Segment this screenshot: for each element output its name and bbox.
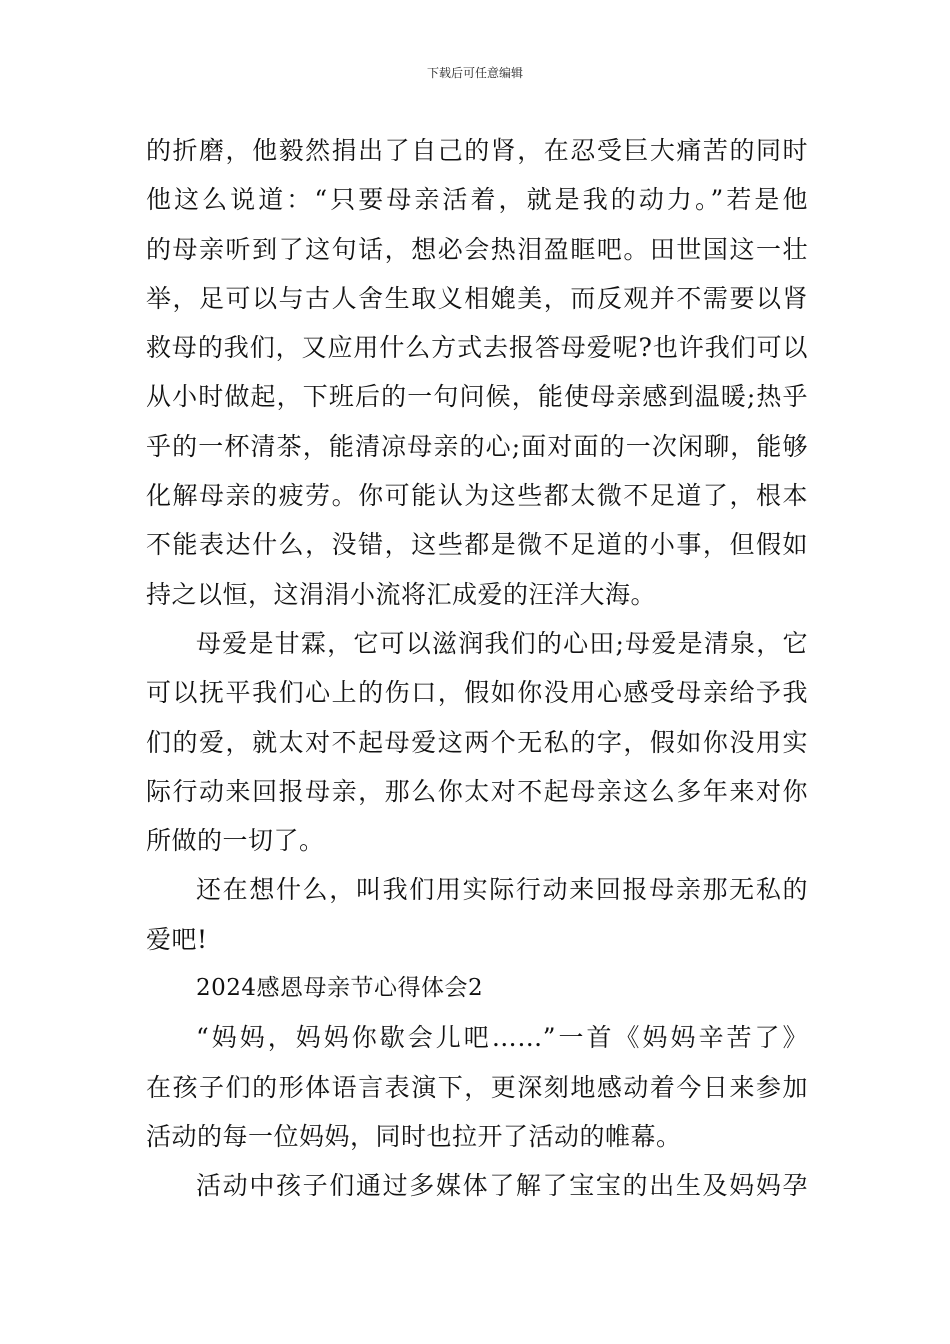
- text-line-6: 从小时做起，下班后的一句问候，能使母亲感到温暖;热乎: [146, 382, 808, 412]
- text-line-1: 的折磨，他毅然捐出了自己的肾，在忍受巨大痛苦的同时: [146, 136, 808, 165]
- page-header: 下载后可任意编辑: [426, 66, 523, 80]
- text-line-5: 救母的我们，又应用什么方式去报答母爱呢?也许我们可以: [146, 333, 808, 363]
- text-line-7: 乎的一杯清茶，能清凉母亲的心;面对面的一次闲聊，能够: [146, 431, 808, 461]
- text-line-17: 爱吧!: [146, 924, 208, 954]
- text-line-16: 还在想什么，叫我们用实际行动来回报母亲那无私的: [196, 875, 808, 905]
- text-line-22: 活动中孩子们通过多媒体了解了宝宝的出生及妈妈孕: [196, 1171, 808, 1201]
- text-line-2: 他这么说道：“只要母亲活着，就是我的动力。”若是他: [146, 185, 808, 215]
- text-line-11: 母爱是甘霖，它可以滋润我们的心田;母爱是清泉，它: [196, 628, 808, 658]
- text-line-10: 持之以恒，这涓涓小流将汇成爱的汪洋大海。: [146, 579, 657, 609]
- text-line-21: 活动的每一位妈妈，同时也拉开了活动的帷幕。: [146, 1121, 682, 1151]
- document-body: [146, 126, 808, 1211]
- text-line-13: 们的爱，就太对不起母爱这两个无私的字，假如你没用实: [146, 727, 808, 757]
- text-line-14: 际行动来回报母亲，那么你太对不起母亲这么多年来对你: [146, 776, 808, 806]
- text-line-9: 不能表达什么，没错，这些都是微不足道的小事，但假如: [146, 530, 808, 560]
- text-line-8: 化解母亲的疲劳。你可能认为这些都太微不足道了，根本: [146, 481, 808, 511]
- text-line-19: “妈妈，妈妈你歇会儿吧……”一首《妈妈辛苦了》: [196, 1023, 808, 1053]
- text-line-12: 可以抚平我们心上的伤口，假如你没用心感受母亲给予我: [146, 678, 808, 708]
- section-heading: 2024感恩母亲节心得体会2: [196, 975, 484, 1002]
- text-line-4: 举，足可以与古人舍生取义相媲美，而反观并不需要以肾: [146, 283, 808, 313]
- text-line-3: 的母亲听到了这句话，想必会热泪盈眶吧。田世国这一壮: [146, 234, 808, 264]
- text-line-15: 所做的一切了。: [146, 826, 325, 856]
- text-line-20: 在孩子们的形体语言表演下，更深刻地感动着今日来参加: [146, 1072, 808, 1102]
